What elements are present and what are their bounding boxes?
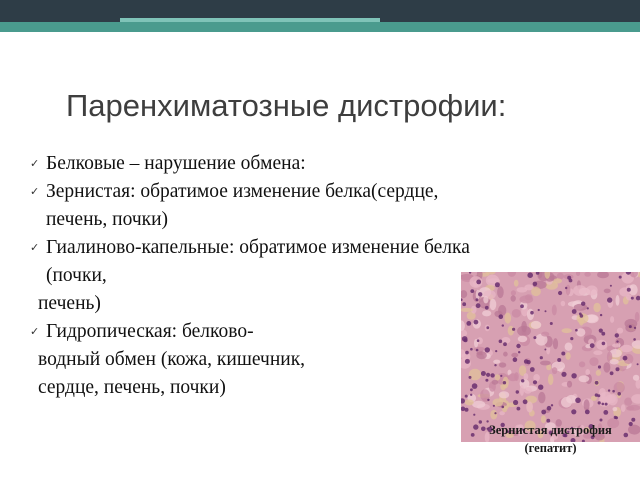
line-hydropic: Гидропическая: белково- bbox=[46, 321, 254, 342]
micrograph-texture bbox=[461, 272, 640, 442]
line-granular-cont: печень, почки) bbox=[46, 209, 169, 230]
header-accent-highlight bbox=[120, 18, 380, 22]
line-hyaline: Гиалиново-капельные: обратимое изменение белка bbox=[46, 237, 470, 258]
bullet-icon: ✓ bbox=[30, 158, 40, 170]
line-granular: Зернистая: обратимое изменение белка(сердце, bbox=[46, 181, 439, 202]
bullet-icon: ✓ bbox=[30, 326, 40, 338]
line-hydropic-cont: водный обмен (кожа, кишечник, bbox=[38, 349, 306, 370]
line-hyaline-cont2: печень) bbox=[38, 293, 101, 314]
micrograph-image bbox=[461, 272, 640, 442]
bullet-icon: ✓ bbox=[30, 242, 40, 254]
bullet-icon: ✓ bbox=[30, 186, 40, 198]
caption-line-2: (гепатит) bbox=[524, 441, 577, 455]
header-accent-stripe bbox=[0, 22, 640, 32]
line-hydropic-cont2: сердце, печень, почки) bbox=[38, 377, 226, 398]
micrograph-caption bbox=[461, 421, 640, 457]
caption-line-1: Зернистая дистрофия bbox=[489, 423, 612, 437]
line-hyaline-cont: (почки, bbox=[46, 265, 107, 286]
slide-title: Паренхиматозные дистрофии: bbox=[66, 88, 507, 123]
line-protein: Белковые – нарушение обмена: bbox=[46, 153, 306, 174]
